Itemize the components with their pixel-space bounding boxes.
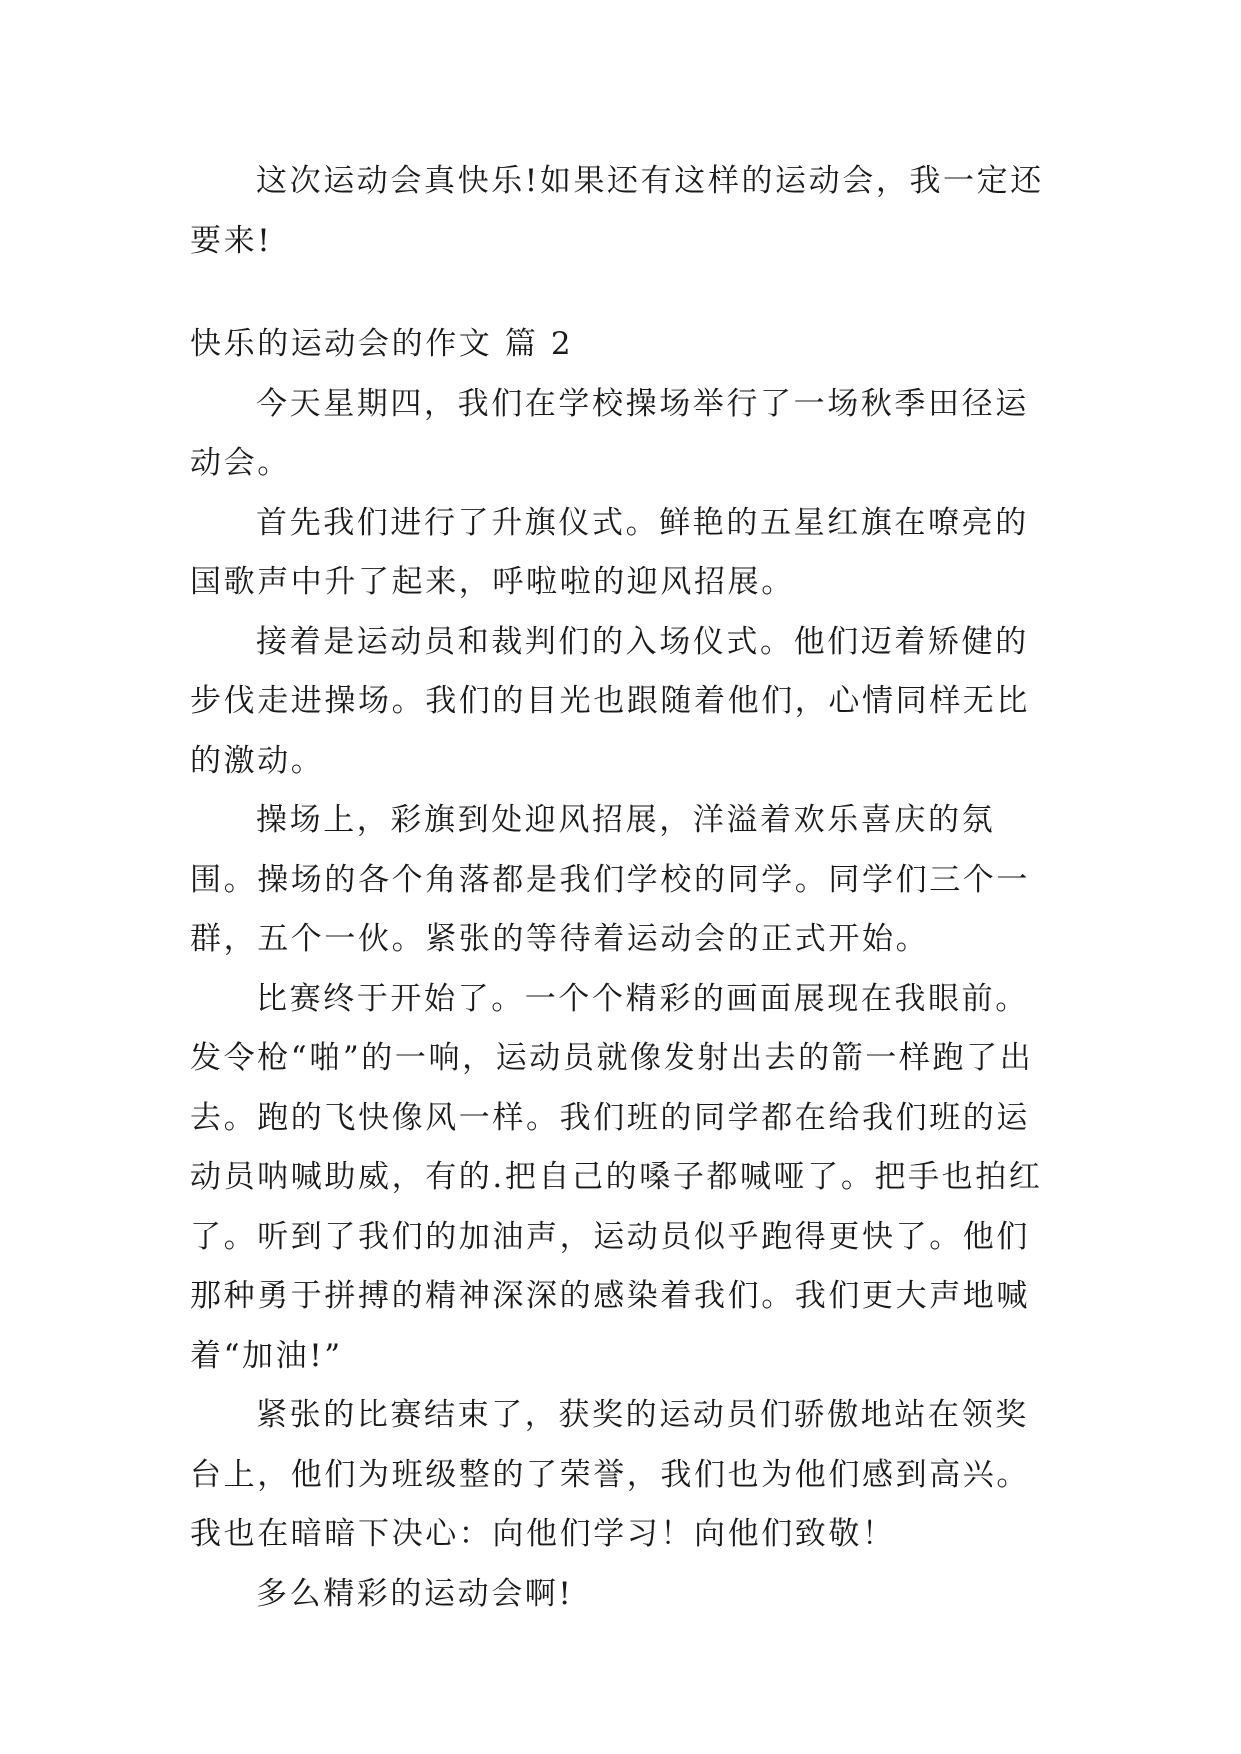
paragraph-5: 比赛终于开始了。一个个精彩的画面展现在我眼前。发令枪“啪”的一响，运动员就像发射出去的箭一样跑了出去。跑的飞快像风一样。我们班的同学都在给我们班的运动员呐喊助威，有的.把自己的嗓子都喊哑了。把手也拍红了。听到了我们的加油声，运动员似乎跑得更快了。他们那种勇于拼搏的精神深深的感染着我们。我们更大声地喊着“加油!” xyxy=(190,980,1043,1374)
paragraph-6: 紧张的比赛结束了，获奖的运动员们骄傲地站在领奖台上，他们为班级整的了荣誉，我们也为他们感到高兴。我也在暗暗下决心：向他们学习！向他们致敬！ xyxy=(190,1397,1030,1552)
intro-paragraph: 这次运动会真快乐!如果还有这样的运动会，我一定还要来! xyxy=(190,163,1044,259)
paragraph-1: 今天星期四，我们在学校操场举行了一场秋季田径运动会。 xyxy=(190,385,1029,481)
document-body xyxy=(190,152,1052,1624)
paragraph-2: 首先我们进行了升旗仪式。鲜艳的五星红旗在嘹亮的国歌声中升了起来，呼啦啦的迎风招展。 xyxy=(190,504,1029,600)
paragraph-4: 操场上，彩旗到处迎风招展，洋溢着欢乐喜庆的氛围。操场的各个角落都是我们学校的同学。同学们三个一群，五个一伙。紧张的等待着运动会的正式开始。 xyxy=(190,802,1030,957)
paragraph-7: 多么精彩的运动会啊! xyxy=(256,1575,574,1612)
paragraph-3: 接着是运动员和裁判们的入场仪式。他们迈着矫健的步伐走进操场。我们的目光也跟随着他们，心情同样无比的激动。 xyxy=(190,623,1030,779)
section-heading: 快乐的运动会的作文 篇 2 xyxy=(190,326,574,362)
